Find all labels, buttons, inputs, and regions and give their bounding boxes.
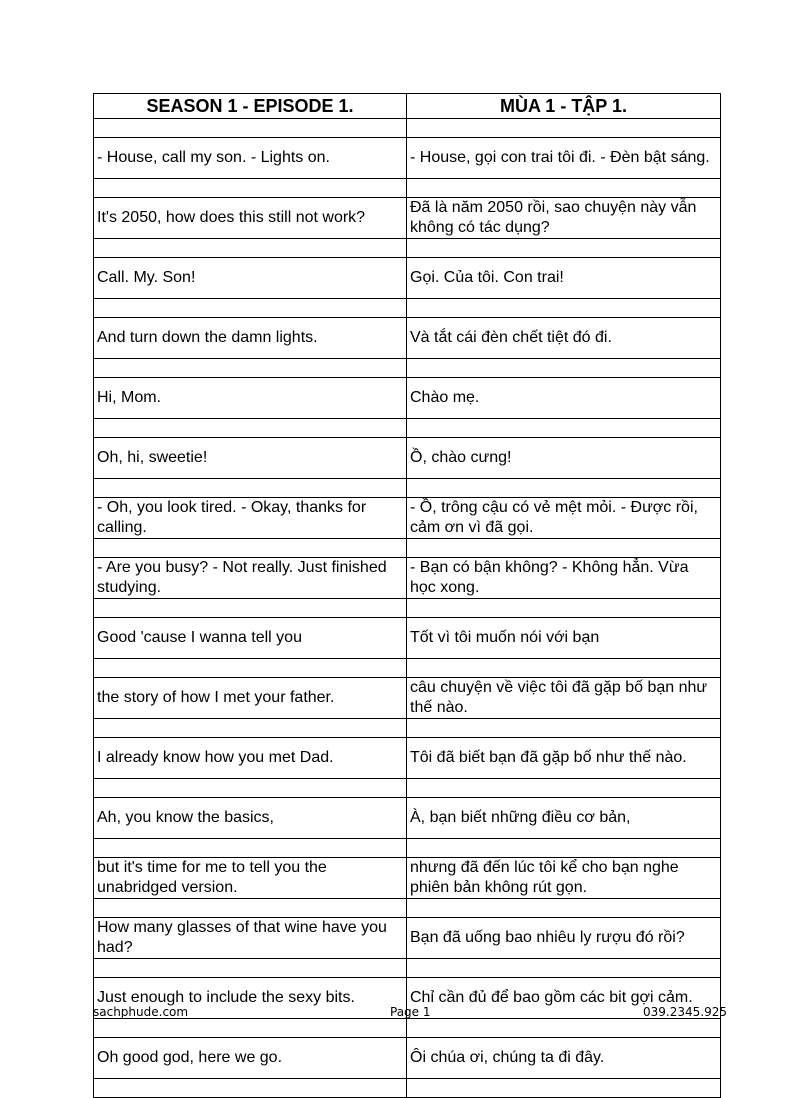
spacer-cell	[407, 419, 721, 438]
english-header: SEASON 1 - EPISODE 1.	[94, 94, 407, 119]
footer-phone: 039.2345.925	[643, 1005, 727, 1019]
spacer-cell	[94, 1079, 407, 1098]
spacer-cell	[94, 419, 407, 438]
spacer-cell	[407, 359, 721, 378]
spacer-row	[94, 779, 721, 798]
vietnamese-line: Bạn đã uống bao nhiêu ly rượu đó rồi?	[407, 918, 721, 959]
spacer-cell	[407, 779, 721, 798]
english-line: - House, call my son. - Lights on.	[94, 138, 407, 179]
english-line: - Are you busy? - Not really. Just finished studying.	[94, 558, 407, 599]
spacer-cell	[407, 239, 721, 258]
vietnamese-line: Tốt vì tôi muốn nói với bạn	[407, 618, 721, 659]
spacer-cell	[407, 719, 721, 738]
vietnamese-line: Tôi đã biết bạn đã gặp bố như thế nào.	[407, 738, 721, 779]
english-line: Just enough to include the sexy bits.	[94, 978, 407, 1019]
spacer-cell	[94, 359, 407, 378]
english-line: Oh, hi, sweetie!	[94, 438, 407, 479]
vietnamese-line: câu chuyện về việc tôi đã gặp bố bạn như thế nào.	[407, 678, 721, 719]
spacer-cell	[94, 479, 407, 498]
english-line: And turn down the damn lights.	[94, 318, 407, 359]
spacer-row	[94, 1079, 721, 1098]
spacer-cell	[407, 479, 721, 498]
header-row	[94, 94, 721, 119]
vietnamese-header: MÙA 1 - TẬP 1.	[407, 94, 721, 119]
spacer-cell	[94, 659, 407, 678]
subtitle-row	[94, 498, 721, 539]
vietnamese-line: Gọi. Của tôi. Con trai!	[407, 258, 721, 299]
english-line: Hi, Mom.	[94, 378, 407, 419]
spacer-cell	[407, 839, 721, 858]
spacer-row	[94, 839, 721, 858]
spacer-row	[94, 359, 721, 378]
spacer-cell	[407, 599, 721, 618]
spacer-row	[94, 1019, 721, 1038]
subtitle-row	[94, 198, 721, 239]
spacer-cell	[94, 1019, 407, 1038]
spacer-cell	[94, 539, 407, 558]
vietnamese-line: Và tắt cái đèn chết tiệt đó đi.	[407, 318, 721, 359]
subtitle-row	[94, 258, 721, 299]
subtitle-table	[93, 93, 721, 1098]
vietnamese-line: nhưng đã đến lúc tôi kể cho bạn nghe phiên bản không rút gọn.	[407, 858, 721, 899]
vietnamese-line: - House, gọi con trai tôi đi. - Đèn bật sáng.	[407, 138, 721, 179]
footer-website: sachphude.com	[93, 1005, 189, 1019]
spacer-row	[94, 239, 721, 258]
subtitle-row	[94, 558, 721, 599]
spacer-cell	[407, 899, 721, 918]
vietnamese-line: - Bạn có bận không? - Không hẳn. Vừa học xong.	[407, 558, 721, 599]
spacer-cell	[407, 959, 721, 978]
spacer-cell	[407, 539, 721, 558]
footer-page-number: Page 1	[390, 1005, 431, 1019]
spacer-row	[94, 119, 721, 138]
english-line: Ah, you know the basics,	[94, 798, 407, 839]
subtitle-row	[94, 1038, 721, 1079]
spacer-row	[94, 899, 721, 918]
vietnamese-line: Chào mẹ.	[407, 378, 721, 419]
english-line: How many glasses of that wine have you had?	[94, 918, 407, 959]
english-line: It's 2050, how does this still not work?	[94, 198, 407, 239]
subtitle-row	[94, 798, 721, 839]
vietnamese-line: Ồ, chào cưng!	[407, 438, 721, 479]
vietnamese-line: Đã là năm 2050 rồi, sao chuyện này vẫn không có tác dụng?	[407, 198, 721, 239]
spacer-row	[94, 719, 721, 738]
english-line: I already know how you met Dad.	[94, 738, 407, 779]
english-line: Call. My. Son!	[94, 258, 407, 299]
vietnamese-line: À, bạn biết những điều cơ bản,	[407, 798, 721, 839]
subtitle-row	[94, 318, 721, 359]
spacer-cell	[94, 239, 407, 258]
subtitle-row	[94, 438, 721, 479]
subtitle-row	[94, 678, 721, 719]
spacer-cell	[94, 179, 407, 198]
english-line: Good 'cause I wanna tell you	[94, 618, 407, 659]
english-line: - Oh, you look tired. - Okay, thanks for calling.	[94, 498, 407, 539]
spacer-cell	[407, 179, 721, 198]
table-body	[94, 119, 721, 1098]
spacer-row	[94, 299, 721, 318]
spacer-cell	[94, 719, 407, 738]
spacer-cell	[94, 119, 407, 138]
english-line: Oh good god, here we go.	[94, 1038, 407, 1079]
vietnamese-line: Ôi chúa ơi, chúng ta đi đây.	[407, 1038, 721, 1079]
spacer-cell	[94, 779, 407, 798]
spacer-cell	[407, 119, 721, 138]
spacer-cell	[94, 599, 407, 618]
spacer-cell	[94, 299, 407, 318]
spacer-cell	[94, 959, 407, 978]
subtitle-row	[94, 378, 721, 419]
spacer-row	[94, 539, 721, 558]
spacer-row	[94, 959, 721, 978]
subtitle-row	[94, 738, 721, 779]
vietnamese-line: - Ồ, trông cậu có vẻ mệt mỏi. - Được rồi, cảm ơn vì đã gọi.	[407, 498, 721, 539]
spacer-row	[94, 479, 721, 498]
english-line: the story of how I met your father.	[94, 678, 407, 719]
subtitle-row	[94, 858, 721, 899]
spacer-row	[94, 179, 721, 198]
spacer-cell	[407, 299, 721, 318]
subtitle-row	[94, 618, 721, 659]
spacer-cell	[407, 659, 721, 678]
spacer-cell	[94, 899, 407, 918]
subtitle-row	[94, 918, 721, 959]
subtitle-row	[94, 138, 721, 179]
spacer-row	[94, 659, 721, 678]
spacer-cell	[407, 1079, 721, 1098]
english-line: but it's time for me to tell you the unabridged version.	[94, 858, 407, 899]
vietnamese-line: Chỉ cần đủ để bao gồm các bit gợi cảm.	[407, 978, 721, 1019]
spacer-row	[94, 599, 721, 618]
spacer-cell	[407, 1019, 721, 1038]
spacer-row	[94, 419, 721, 438]
spacer-cell	[94, 839, 407, 858]
